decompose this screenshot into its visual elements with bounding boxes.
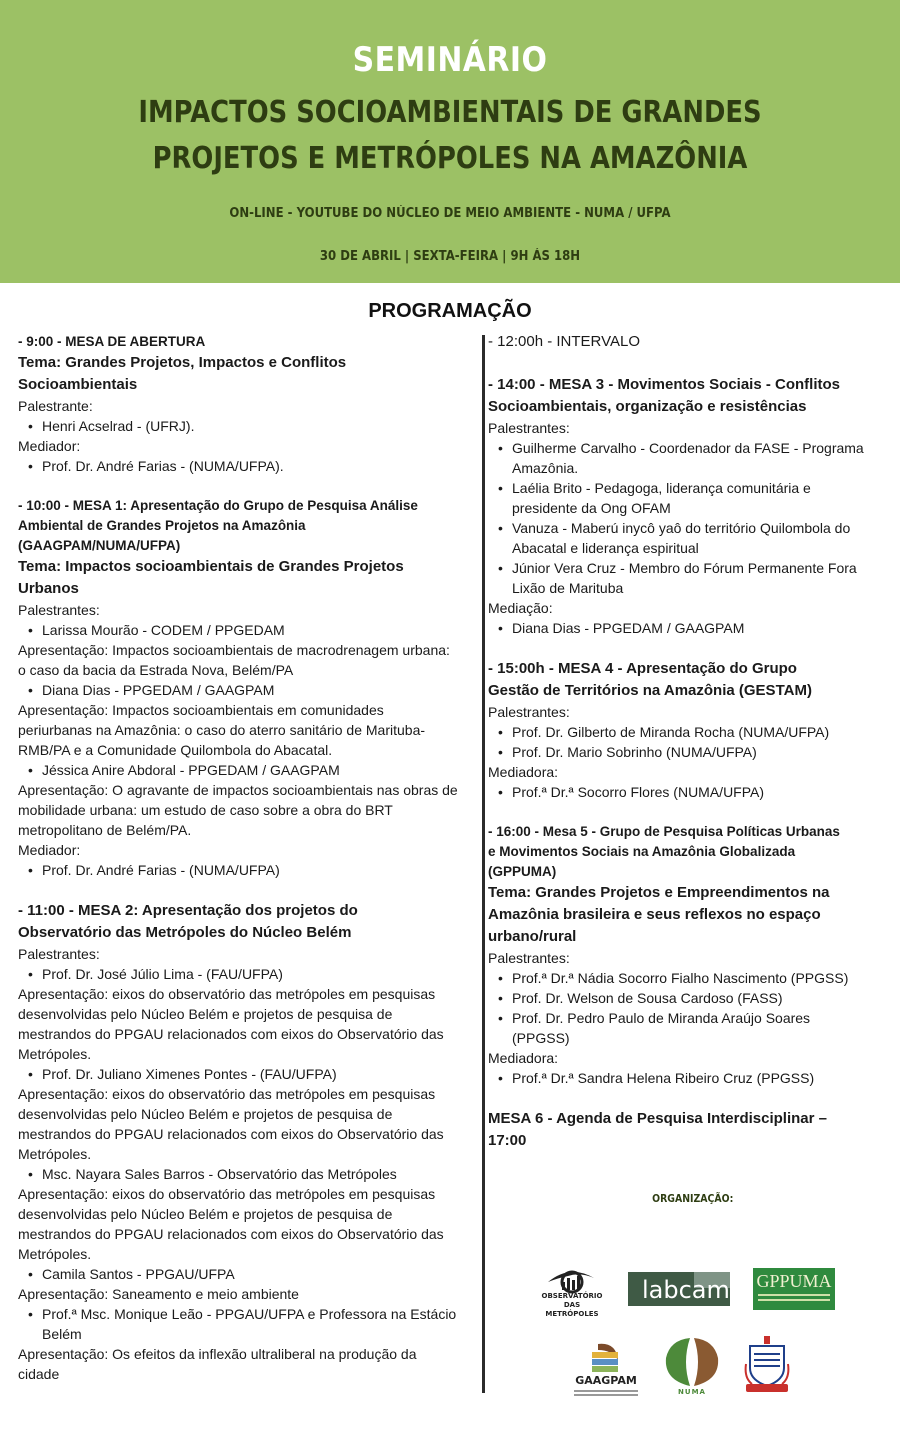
speaker-list-item-cont: Lixão de Marituba bbox=[512, 580, 624, 596]
gaagpam-logo bbox=[568, 1338, 644, 1400]
spacer bbox=[488, 638, 884, 658]
theme-line: - 11:00 - MESA 2: Apresentação dos projetos do bbox=[18, 902, 358, 919]
spacer bbox=[488, 1088, 884, 1108]
session-heading-line: (GAAGPAM/NUMA/UFPA) bbox=[18, 538, 181, 553]
text-line: Mediadora: bbox=[488, 1050, 559, 1066]
session-heading-line: - 16:00 - Mesa 5 - Grupo de Pesquisa Políticas Urbanas bbox=[488, 824, 840, 839]
session-heading-line: Gestão de Territórios na Amazônia (GESTAM) bbox=[488, 682, 812, 699]
numa-logo bbox=[660, 1336, 724, 1400]
text-line: Apresentação: eixos do observatório das metrópoles em pesquisas bbox=[18, 1086, 436, 1102]
speaker-list-item: • Camila Santos - PPGAU/UFPA bbox=[18, 1264, 478, 1284]
session-heading-line: Socioambientais, organização e resistências bbox=[488, 398, 807, 415]
text-line: Palestrantes: bbox=[488, 704, 570, 720]
text-line: Mediação: bbox=[488, 600, 553, 616]
text-line: o caso da bacia da Estrada Nova, Belém/PA bbox=[18, 662, 294, 678]
observatorio-logo bbox=[540, 1262, 604, 1318]
theme-line: Socioambientais bbox=[18, 376, 138, 393]
seminar-label: SEMINÁRIO bbox=[352, 40, 548, 80]
text-line: mestrandos do PPGAU relacionados com eixos do Observatório das bbox=[18, 1026, 444, 1042]
speaker-list-item: • Prof. Dr. Pedro Paulo de Miranda Araújo Soares bbox=[488, 1008, 884, 1028]
column-divider bbox=[482, 335, 485, 1393]
spacer bbox=[18, 476, 478, 496]
speaker-list-item: • Prof.ª Dr.ª Sandra Helena Ribeiro Cruz (PPGSS) bbox=[488, 1068, 884, 1088]
speaker-list-item: • Guilherme Carvalho - Coordenador da FASE - Programa bbox=[488, 438, 884, 458]
text-line: Palestrantes: bbox=[18, 946, 100, 962]
text-line: mobilidade urbana: um estudo de caso sobre a obra do BRT bbox=[18, 802, 393, 818]
session-heading-line: - 9:00 - MESA DE ABERTURA bbox=[18, 334, 206, 349]
speaker-list-item: • Prof. Dr. José Júlio Lima - (FAU/UFPA) bbox=[18, 964, 478, 984]
text-line: Apresentação: O agravante de impactos socioambientais nas obras de bbox=[18, 782, 458, 798]
speaker-list-item: • Larissa Mourão - CODEM / PPGEDAM bbox=[18, 620, 478, 640]
gaagpam-text: GAAGPAM bbox=[575, 1374, 637, 1387]
text-line: Palestrante: bbox=[18, 398, 93, 414]
text-line: desenvolvidas pelo Núcleo Belém e projetos de pesquisa de bbox=[18, 1006, 393, 1022]
session-heading-line: - 14:00 - MESA 3 - Movimentos Sociais - Conflitos bbox=[488, 376, 841, 393]
speaker-list-item-cont: (PPGSS) bbox=[512, 1030, 570, 1046]
online-info: ON-LINE - YOUTUBE DO NÚCLEO DE MEIO AMBIENTE - NUMA / UFPA bbox=[229, 206, 671, 221]
text-line: Palestrantes: bbox=[18, 602, 100, 618]
speaker-list-item: • Diana Dias - PPGEDAM / GAAGPAM bbox=[18, 680, 478, 700]
gppuma-text: GPPUMA bbox=[756, 1271, 832, 1291]
ufpa-crest-icon bbox=[742, 1334, 792, 1396]
session-heading-line: (GPPUMA) bbox=[488, 864, 557, 879]
text-line: Mediadora: bbox=[488, 764, 559, 780]
header-banner bbox=[0, 0, 900, 283]
right-column bbox=[488, 332, 884, 1152]
speaker-list-item: • Jéssica Anire Abdoral - PPGEDAM / GAAGPAM bbox=[18, 760, 478, 780]
ufpa-crest-logo bbox=[742, 1334, 792, 1396]
session-heading-line: e Movimentos Sociais na Amazônia Globalizada bbox=[488, 844, 796, 859]
speaker-list-item: • Henri Acselrad - (UFRJ). bbox=[18, 416, 478, 436]
speaker-list-item: • Prof. Dr. Welson de Sousa Cardoso (FASS) bbox=[488, 988, 884, 1008]
text-line: Palestrantes: bbox=[488, 420, 570, 436]
text-line: Mediador: bbox=[18, 438, 81, 454]
theme-line: Observatório das Metrópoles do Núcleo Belém bbox=[18, 924, 352, 941]
text-line: cidade bbox=[18, 1366, 60, 1382]
session-heading-line: - 10:00 - MESA 1: Apresentação do Grupo de Pesquisa Análise bbox=[18, 498, 418, 513]
session-heading-line: Ambiental de Grandes Projetos na Amazônia bbox=[18, 518, 306, 533]
seminar-title bbox=[63, 90, 837, 182]
speaker-list-item-cont: Amazônia. bbox=[512, 460, 579, 476]
text-line: Apresentação: Impactos socioambientais de macrodrenagem urbana: bbox=[18, 642, 450, 658]
numa-text: NUMA bbox=[678, 1388, 706, 1396]
theme-line: Tema: Grandes Projetos, Impactos e Conflitos bbox=[18, 354, 347, 371]
theme-line: 17:00 bbox=[488, 1132, 527, 1149]
theme-line: urbano/rural bbox=[488, 928, 577, 945]
session-heading-line: - 15:00h - MESA 4 - Apresentação do Grupo bbox=[488, 660, 797, 677]
speaker-list-item: • Msc. Nayara Sales Barros - Observatório das Metrópoles bbox=[18, 1164, 478, 1184]
title-line-1: IMPACTOS SOCIOAMBIENTAIS DE GRANDES bbox=[138, 95, 762, 130]
organization-label: ORGANIZAÇÃO: bbox=[652, 1192, 734, 1205]
gppuma-logo bbox=[753, 1268, 835, 1310]
program-heading: PROGRAMAÇÃO bbox=[368, 300, 532, 322]
speaker-list-item: • Diana Dias - PPGEDAM / GAAGPAM bbox=[488, 618, 884, 638]
labcam-text: labcam bbox=[642, 1276, 730, 1304]
text-line: Apresentação: Os efeitos da inflexão ultraliberal na produção da bbox=[18, 1346, 417, 1362]
date-info: 30 DE ABRIL | SEXTA-FEIRA | 9H ÁS 18H bbox=[319, 249, 581, 264]
speaker-list-item-cont: Abacatal e liderança espiritual bbox=[512, 540, 699, 556]
theme-line: MESA 6 - Agenda de Pesquisa Interdisciplinar – bbox=[488, 1110, 827, 1127]
text-line: desenvolvidas pelo Núcleo Belém e projetos de pesquisa de bbox=[18, 1206, 393, 1222]
speaker-list-item: • Laélia Brito - Pedagoga, liderança comunitária e bbox=[488, 478, 884, 498]
speaker-list-item: • Prof.ª Dr.ª Socorro Flores (NUMA/UFPA) bbox=[488, 782, 884, 802]
speaker-list-item-cont: presidente da Ong OFAM bbox=[512, 500, 671, 516]
left-column bbox=[18, 332, 478, 1384]
speaker-list-item-cont: Belém bbox=[42, 1326, 82, 1342]
speaker-list-item: • Prof. Dr. Mario Sobrinho (NUMA/UFPA) bbox=[488, 742, 884, 762]
speaker-list-item: • Prof. Dr. André Farias - (NUMA/UFPA). bbox=[18, 456, 478, 476]
title-line-2: PROJETOS E METRÓPOLES NA AMAZÔNIA bbox=[152, 141, 748, 176]
observatorio-line2: DAS METRÓPOLES bbox=[545, 1301, 599, 1318]
observatorio-line1: OBSERVATÓRIO bbox=[541, 1292, 603, 1300]
spacer bbox=[18, 880, 478, 900]
theme-line: Urbanos bbox=[18, 580, 79, 597]
speaker-list-item: • Vanuza - Maberú inycô yaô do território Quilombola do bbox=[488, 518, 884, 538]
text-line: Metrópoles. bbox=[18, 1046, 92, 1062]
text-line: Apresentação: eixos do observatório das metrópoles em pesquisas bbox=[18, 986, 436, 1002]
speaker-list-item: • Prof. Dr. Gilberto de Miranda Rocha (NUMA/UFPA) bbox=[488, 722, 884, 742]
spacer bbox=[488, 354, 884, 374]
text-line: metropolitano de Belém/PA. bbox=[18, 822, 192, 838]
text-line: desenvolvidas pelo Núcleo Belém e projetos de pesquisa de bbox=[18, 1106, 393, 1122]
numa-leaf-icon bbox=[660, 1336, 724, 1390]
text-line: RMB/PA e a Comunidade Quilombola do Abacatal. bbox=[18, 742, 333, 758]
theme-line: Amazônia brasileira e seus reflexos no espaço bbox=[488, 906, 821, 923]
spacer bbox=[488, 802, 884, 822]
speaker-list-item: • Júnior Vera Cruz - Membro do Fórum Permanente Fora bbox=[488, 558, 884, 578]
theme-line: Tema: Impactos socioambientais de Grandes Projetos bbox=[18, 558, 404, 575]
text-line: Metrópoles. bbox=[18, 1246, 92, 1262]
labcam-logo bbox=[628, 1272, 730, 1306]
speaker-list-item: • Prof. Dr. André Farias - (NUMA/UFPA) bbox=[18, 860, 478, 880]
text-line: mestrandos do PPGAU relacionados com eixos do Observatório das bbox=[18, 1126, 444, 1142]
text-line: mestrandos do PPGAU relacionados com eixos do Observatório das bbox=[18, 1226, 444, 1242]
text-line: Apresentação: Saneamento e meio ambiente bbox=[18, 1286, 299, 1302]
speaker-list-item: • Prof. Dr. Juliano Ximenes Pontes - (FAU/UFPA) bbox=[18, 1064, 478, 1084]
text-line: Mediador: bbox=[18, 842, 81, 858]
text-line: Apresentação: eixos do observatório das metrópoles em pesquisas bbox=[18, 1186, 436, 1202]
text-line: Metrópoles. bbox=[18, 1146, 92, 1162]
text-line: Palestrantes: bbox=[488, 950, 570, 966]
speaker-list-item: • Prof.ª Dr.ª Nádia Socorro Fialho Nascimento (PPGSS) bbox=[488, 968, 884, 988]
theme-line: Tema: Grandes Projetos e Empreendimentos na bbox=[488, 884, 830, 901]
speaker-list-item: • Prof.ª Msc. Monique Leão - PPGAU/UFPA e Professora na Estácio bbox=[18, 1304, 478, 1324]
text-line: Apresentação: Impactos socioambientais em comunidades bbox=[18, 702, 384, 718]
gaagpam-icon bbox=[568, 1338, 644, 1378]
text-line: periurbanas na Amazônia: o caso do aterro sanitário de Marituba- bbox=[18, 722, 426, 738]
interval-line: - 12:00h - INTERVALO bbox=[488, 333, 641, 350]
